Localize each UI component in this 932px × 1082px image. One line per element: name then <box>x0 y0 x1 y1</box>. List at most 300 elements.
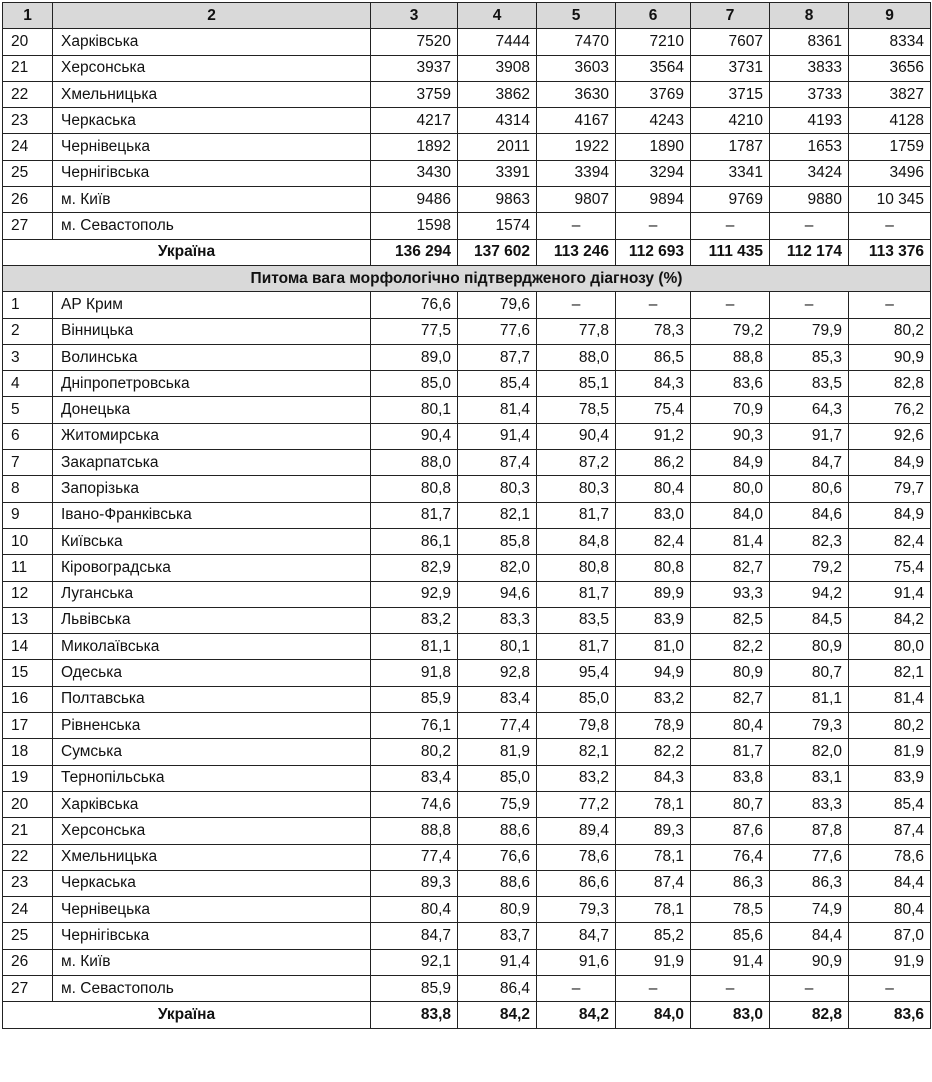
value-cell: 4167 <box>537 108 616 134</box>
value-cell: 1787 <box>691 134 770 160</box>
value-cell: – <box>849 213 931 239</box>
value-cell: 81,9 <box>849 739 931 765</box>
total-row <box>3 239 931 265</box>
value-cell: – <box>537 975 616 1001</box>
region-name: Чернівецька <box>53 134 371 160</box>
region-name: Чернівецька <box>53 897 371 923</box>
value-cell: 82,0 <box>458 555 537 581</box>
value-cell: 76,2 <box>849 397 931 423</box>
region-name: Тернопільська <box>53 765 371 791</box>
region-name: Львівська <box>53 607 371 633</box>
value-cell: 3862 <box>458 81 537 107</box>
value-cell: 82,8 <box>849 371 931 397</box>
value-cell: 3630 <box>537 81 616 107</box>
value-cell: 92,9 <box>371 581 458 607</box>
value-cell: 76,6 <box>458 844 537 870</box>
value-cell: 84,9 <box>691 450 770 476</box>
table-row <box>3 423 931 449</box>
value-cell: 7210 <box>616 29 691 55</box>
value-cell: – <box>691 292 770 318</box>
table-row <box>3 634 931 660</box>
total-value: 84,0 <box>616 1002 691 1028</box>
value-cell: 84,6 <box>770 502 849 528</box>
value-cell: 91,4 <box>458 423 537 449</box>
value-cell: 81,7 <box>537 502 616 528</box>
region-name: Чернігівська <box>53 160 371 186</box>
value-cell: 74,9 <box>770 897 849 923</box>
table-row <box>3 108 931 134</box>
value-cell: 81,0 <box>616 634 691 660</box>
value-cell: 3341 <box>691 160 770 186</box>
value-cell: 83,4 <box>458 686 537 712</box>
table-row <box>3 555 931 581</box>
value-cell: 95,4 <box>537 660 616 686</box>
row-number: 7 <box>3 450 53 476</box>
value-cell: 80,0 <box>691 476 770 502</box>
table-row <box>3 450 931 476</box>
value-cell: 80,4 <box>691 713 770 739</box>
value-cell: 83,5 <box>537 607 616 633</box>
total-label: Україна <box>3 1002 371 1028</box>
value-cell: 82,5 <box>691 607 770 633</box>
value-cell: 80,4 <box>849 897 931 923</box>
value-cell: 89,4 <box>537 818 616 844</box>
value-cell: 80,3 <box>458 476 537 502</box>
value-cell: 87,7 <box>458 344 537 370</box>
value-cell: 78,9 <box>616 713 691 739</box>
value-cell: 82,4 <box>849 528 931 554</box>
value-cell: – <box>537 292 616 318</box>
value-cell: 85,4 <box>849 791 931 817</box>
value-cell: 8334 <box>849 29 931 55</box>
value-cell: 85,6 <box>691 923 770 949</box>
value-cell: 78,1 <box>616 791 691 817</box>
table-row <box>3 29 931 55</box>
total-value: 136 294 <box>371 239 458 265</box>
value-cell: 78,1 <box>616 844 691 870</box>
value-cell: 77,8 <box>537 318 616 344</box>
value-cell: 85,1 <box>537 371 616 397</box>
region-name: Сумська <box>53 739 371 765</box>
row-number: 23 <box>3 108 53 134</box>
value-cell: 94,2 <box>770 581 849 607</box>
row-number: 1 <box>3 292 53 318</box>
total-value: 83,6 <box>849 1002 931 1028</box>
value-cell: 87,4 <box>616 870 691 896</box>
value-cell: 85,0 <box>371 371 458 397</box>
region-name: Луганська <box>53 581 371 607</box>
value-cell: 3769 <box>616 81 691 107</box>
value-cell: 81,7 <box>691 739 770 765</box>
row-number: 20 <box>3 29 53 55</box>
table-row <box>3 476 931 502</box>
row-number: 27 <box>3 975 53 1001</box>
section-row <box>3 265 931 291</box>
value-cell: 77,4 <box>458 713 537 739</box>
row-number: 13 <box>3 607 53 633</box>
value-cell: 78,6 <box>537 844 616 870</box>
value-cell: 93,3 <box>691 581 770 607</box>
value-cell: 92,1 <box>371 949 458 975</box>
value-cell: 81,7 <box>537 634 616 660</box>
value-cell: – <box>537 213 616 239</box>
value-cell: 86,2 <box>616 450 691 476</box>
value-cell: 80,9 <box>691 660 770 686</box>
table-row <box>3 870 931 896</box>
table-row <box>3 397 931 423</box>
header-col-4: 4 <box>458 3 537 29</box>
table-row <box>3 160 931 186</box>
value-cell: 64,3 <box>770 397 849 423</box>
value-cell: 90,9 <box>849 344 931 370</box>
value-cell: 91,4 <box>458 949 537 975</box>
row-number: 4 <box>3 371 53 397</box>
row-number: 24 <box>3 134 53 160</box>
row-number: 24 <box>3 897 53 923</box>
row-number: 14 <box>3 634 53 660</box>
value-cell: 75,4 <box>616 397 691 423</box>
region-name: м. Севастополь <box>53 213 371 239</box>
value-cell: 83,3 <box>770 791 849 817</box>
value-cell: 91,4 <box>849 581 931 607</box>
value-cell: 84,2 <box>849 607 931 633</box>
value-cell: 80,2 <box>371 739 458 765</box>
row-number: 18 <box>3 739 53 765</box>
header-col-9: 9 <box>849 3 931 29</box>
value-cell: 84,7 <box>371 923 458 949</box>
row-number: 26 <box>3 187 53 213</box>
value-cell: 7470 <box>537 29 616 55</box>
total-value: 82,8 <box>770 1002 849 1028</box>
region-name: м. Севастополь <box>53 975 371 1001</box>
value-cell: 4210 <box>691 108 770 134</box>
value-cell: 83,2 <box>537 765 616 791</box>
row-number: 25 <box>3 923 53 949</box>
value-cell: 80,8 <box>616 555 691 581</box>
value-cell: 87,2 <box>537 450 616 476</box>
value-cell: 86,4 <box>458 975 537 1001</box>
value-cell: – <box>616 975 691 1001</box>
value-cell: 91,4 <box>691 949 770 975</box>
value-cell: 75,4 <box>849 555 931 581</box>
value-cell: 2011 <box>458 134 537 160</box>
value-cell: 3759 <box>371 81 458 107</box>
value-cell: 3603 <box>537 55 616 81</box>
value-cell: 83,5 <box>770 371 849 397</box>
value-cell: 87,6 <box>691 818 770 844</box>
table-row <box>3 581 931 607</box>
value-cell: 7520 <box>371 29 458 55</box>
row-number: 6 <box>3 423 53 449</box>
row-number: 10 <box>3 528 53 554</box>
row-number: 21 <box>3 55 53 81</box>
value-cell: 83,8 <box>691 765 770 791</box>
region-name: Волинська <box>53 344 371 370</box>
total-value: 112 174 <box>770 239 849 265</box>
region-name: Одеська <box>53 660 371 686</box>
value-cell: – <box>770 292 849 318</box>
value-cell: 80,1 <box>458 634 537 660</box>
value-cell: 83,0 <box>616 502 691 528</box>
table-row <box>3 818 931 844</box>
row-number: 8 <box>3 476 53 502</box>
value-cell: 3430 <box>371 160 458 186</box>
value-cell: 77,4 <box>371 844 458 870</box>
value-cell: 88,6 <box>458 870 537 896</box>
region-name: Херсонська <box>53 818 371 844</box>
value-cell: 1598 <box>371 213 458 239</box>
value-cell: 81,1 <box>371 634 458 660</box>
value-cell: 81,4 <box>849 686 931 712</box>
value-cell: 81,9 <box>458 739 537 765</box>
value-cell: – <box>849 975 931 1001</box>
value-cell: 83,6 <box>691 371 770 397</box>
value-cell: 78,3 <box>616 318 691 344</box>
value-cell: 88,0 <box>371 450 458 476</box>
value-cell: 85,8 <box>458 528 537 554</box>
value-cell: 1653 <box>770 134 849 160</box>
value-cell: 85,9 <box>371 975 458 1001</box>
value-cell: 80,4 <box>371 897 458 923</box>
value-cell: 85,3 <box>770 344 849 370</box>
value-cell: 92,8 <box>458 660 537 686</box>
value-cell: 80,7 <box>770 660 849 686</box>
row-number: 22 <box>3 81 53 107</box>
value-cell: 1890 <box>616 134 691 160</box>
table-row <box>3 791 931 817</box>
statistics-table <box>2 2 931 1029</box>
header-col-2: 2 <box>53 3 371 29</box>
value-cell: 7444 <box>458 29 537 55</box>
header-row <box>3 3 931 29</box>
value-cell: 81,4 <box>458 397 537 423</box>
row-number: 11 <box>3 555 53 581</box>
value-cell: 9486 <box>371 187 458 213</box>
row-number: 9 <box>3 502 53 528</box>
header-col-7: 7 <box>691 3 770 29</box>
value-cell: 78,6 <box>849 844 931 870</box>
value-cell: 76,1 <box>371 713 458 739</box>
value-cell: 79,2 <box>691 318 770 344</box>
region-name: Житомирська <box>53 423 371 449</box>
value-cell: 78,5 <box>537 397 616 423</box>
value-cell: 79,3 <box>537 897 616 923</box>
value-cell: 94,6 <box>458 581 537 607</box>
table-row <box>3 844 931 870</box>
value-cell: 1892 <box>371 134 458 160</box>
value-cell: – <box>849 292 931 318</box>
value-cell: 81,1 <box>770 686 849 712</box>
value-cell: 85,4 <box>458 371 537 397</box>
value-cell: 79,3 <box>770 713 849 739</box>
value-cell: 3424 <box>770 160 849 186</box>
region-name: АР Крим <box>53 292 371 318</box>
section-title: Питома вага морфологічно підтвердженого діагнозу (%) <box>3 265 931 291</box>
value-cell: 9894 <box>616 187 691 213</box>
value-cell: 82,7 <box>691 555 770 581</box>
value-cell: 83,2 <box>371 607 458 633</box>
value-cell: 83,3 <box>458 607 537 633</box>
value-cell: – <box>691 975 770 1001</box>
value-cell: 79,7 <box>849 476 931 502</box>
value-cell: 70,9 <box>691 397 770 423</box>
row-number: 3 <box>3 344 53 370</box>
table-row <box>3 949 931 975</box>
value-cell: 94,9 <box>616 660 691 686</box>
row-number: 12 <box>3 581 53 607</box>
total-label: Україна <box>3 239 371 265</box>
region-name: Закарпатська <box>53 450 371 476</box>
value-cell: 84,9 <box>849 450 931 476</box>
value-cell: 4314 <box>458 108 537 134</box>
table-row <box>3 292 931 318</box>
region-name: Черкаська <box>53 108 371 134</box>
value-cell: 3294 <box>616 160 691 186</box>
value-cell: 79,6 <box>458 292 537 318</box>
value-cell: 77,5 <box>371 318 458 344</box>
table-row <box>3 81 931 107</box>
value-cell: 86,5 <box>616 344 691 370</box>
table-row <box>3 213 931 239</box>
value-cell: 80,2 <box>849 318 931 344</box>
region-name: Вінницька <box>53 318 371 344</box>
table-body <box>3 29 931 1028</box>
region-name: Дніпропетровська <box>53 371 371 397</box>
value-cell: 88,8 <box>371 818 458 844</box>
row-number: 2 <box>3 318 53 344</box>
table-row <box>3 686 931 712</box>
value-cell: 79,2 <box>770 555 849 581</box>
row-number: 23 <box>3 870 53 896</box>
total-row <box>3 1002 931 1028</box>
value-cell: 86,1 <box>371 528 458 554</box>
value-cell: 79,8 <box>537 713 616 739</box>
region-name: Полтавська <box>53 686 371 712</box>
region-name: Кіровоградська <box>53 555 371 581</box>
value-cell: 84,5 <box>770 607 849 633</box>
value-cell: 89,3 <box>371 870 458 896</box>
value-cell: 81,4 <box>691 528 770 554</box>
value-cell: 7607 <box>691 29 770 55</box>
value-cell: 84,0 <box>691 502 770 528</box>
value-cell: 3833 <box>770 55 849 81</box>
region-name: Чернігівська <box>53 923 371 949</box>
value-cell: 9769 <box>691 187 770 213</box>
value-cell: 82,0 <box>770 739 849 765</box>
value-cell: 86,3 <box>691 870 770 896</box>
value-cell: 87,8 <box>770 818 849 844</box>
region-name: Харківська <box>53 791 371 817</box>
value-cell: 76,4 <box>691 844 770 870</box>
value-cell: 80,3 <box>537 476 616 502</box>
table-header <box>3 3 931 29</box>
value-cell: 80,9 <box>458 897 537 923</box>
total-value: 83,0 <box>691 1002 770 1028</box>
value-cell: 77,6 <box>458 318 537 344</box>
value-cell: 80,6 <box>770 476 849 502</box>
value-cell: 92,6 <box>849 423 931 449</box>
value-cell: 84,7 <box>537 923 616 949</box>
value-cell: 81,7 <box>537 581 616 607</box>
region-name: Харківська <box>53 29 371 55</box>
value-cell: 87,4 <box>849 818 931 844</box>
region-name: Івано-Франківська <box>53 502 371 528</box>
value-cell: 77,6 <box>770 844 849 870</box>
table-row <box>3 502 931 528</box>
value-cell: 3731 <box>691 55 770 81</box>
value-cell: 88,8 <box>691 344 770 370</box>
value-cell: 75,9 <box>458 791 537 817</box>
value-cell: 87,4 <box>458 450 537 476</box>
value-cell: 74,6 <box>371 791 458 817</box>
table-row <box>3 765 931 791</box>
value-cell: 89,0 <box>371 344 458 370</box>
value-cell: 9863 <box>458 187 537 213</box>
table-row <box>3 739 931 765</box>
table-row <box>3 55 931 81</box>
value-cell: 4128 <box>849 108 931 134</box>
row-number: 25 <box>3 160 53 186</box>
value-cell: 82,1 <box>458 502 537 528</box>
value-cell: 80,7 <box>691 791 770 817</box>
region-name: м. Київ <box>53 949 371 975</box>
region-name: Миколаївська <box>53 634 371 660</box>
row-number: 26 <box>3 949 53 975</box>
value-cell: 84,3 <box>616 371 691 397</box>
value-cell: 90,3 <box>691 423 770 449</box>
value-cell: 3394 <box>537 160 616 186</box>
row-number: 22 <box>3 844 53 870</box>
region-name: Хмельницька <box>53 81 371 107</box>
header-col-8: 8 <box>770 3 849 29</box>
region-name: Донецька <box>53 397 371 423</box>
total-value: 113 246 <box>537 239 616 265</box>
value-cell: 80,1 <box>371 397 458 423</box>
row-number: 17 <box>3 713 53 739</box>
value-cell: 85,9 <box>371 686 458 712</box>
value-cell: 91,9 <box>849 949 931 975</box>
table-row <box>3 134 931 160</box>
value-cell: 80,8 <box>537 555 616 581</box>
row-number: 5 <box>3 397 53 423</box>
value-cell: 8361 <box>770 29 849 55</box>
total-value: 113 376 <box>849 239 931 265</box>
total-value: 84,2 <box>537 1002 616 1028</box>
table-row <box>3 660 931 686</box>
value-cell: 78,1 <box>616 897 691 923</box>
value-cell: 86,3 <box>770 870 849 896</box>
value-cell: 80,0 <box>849 634 931 660</box>
table-row <box>3 975 931 1001</box>
value-cell: 91,2 <box>616 423 691 449</box>
value-cell: 4217 <box>371 108 458 134</box>
value-cell: 83,2 <box>616 686 691 712</box>
value-cell: 82,9 <box>371 555 458 581</box>
value-cell: 82,1 <box>849 660 931 686</box>
total-value: 111 435 <box>691 239 770 265</box>
table-row <box>3 187 931 213</box>
row-number: 16 <box>3 686 53 712</box>
value-cell: 3908 <box>458 55 537 81</box>
value-cell: 89,9 <box>616 581 691 607</box>
region-name: Черкаська <box>53 870 371 896</box>
value-cell: 85,0 <box>458 765 537 791</box>
value-cell: 3564 <box>616 55 691 81</box>
value-cell: 85,0 <box>537 686 616 712</box>
table-row <box>3 371 931 397</box>
value-cell: 3937 <box>371 55 458 81</box>
value-cell: 91,6 <box>537 949 616 975</box>
